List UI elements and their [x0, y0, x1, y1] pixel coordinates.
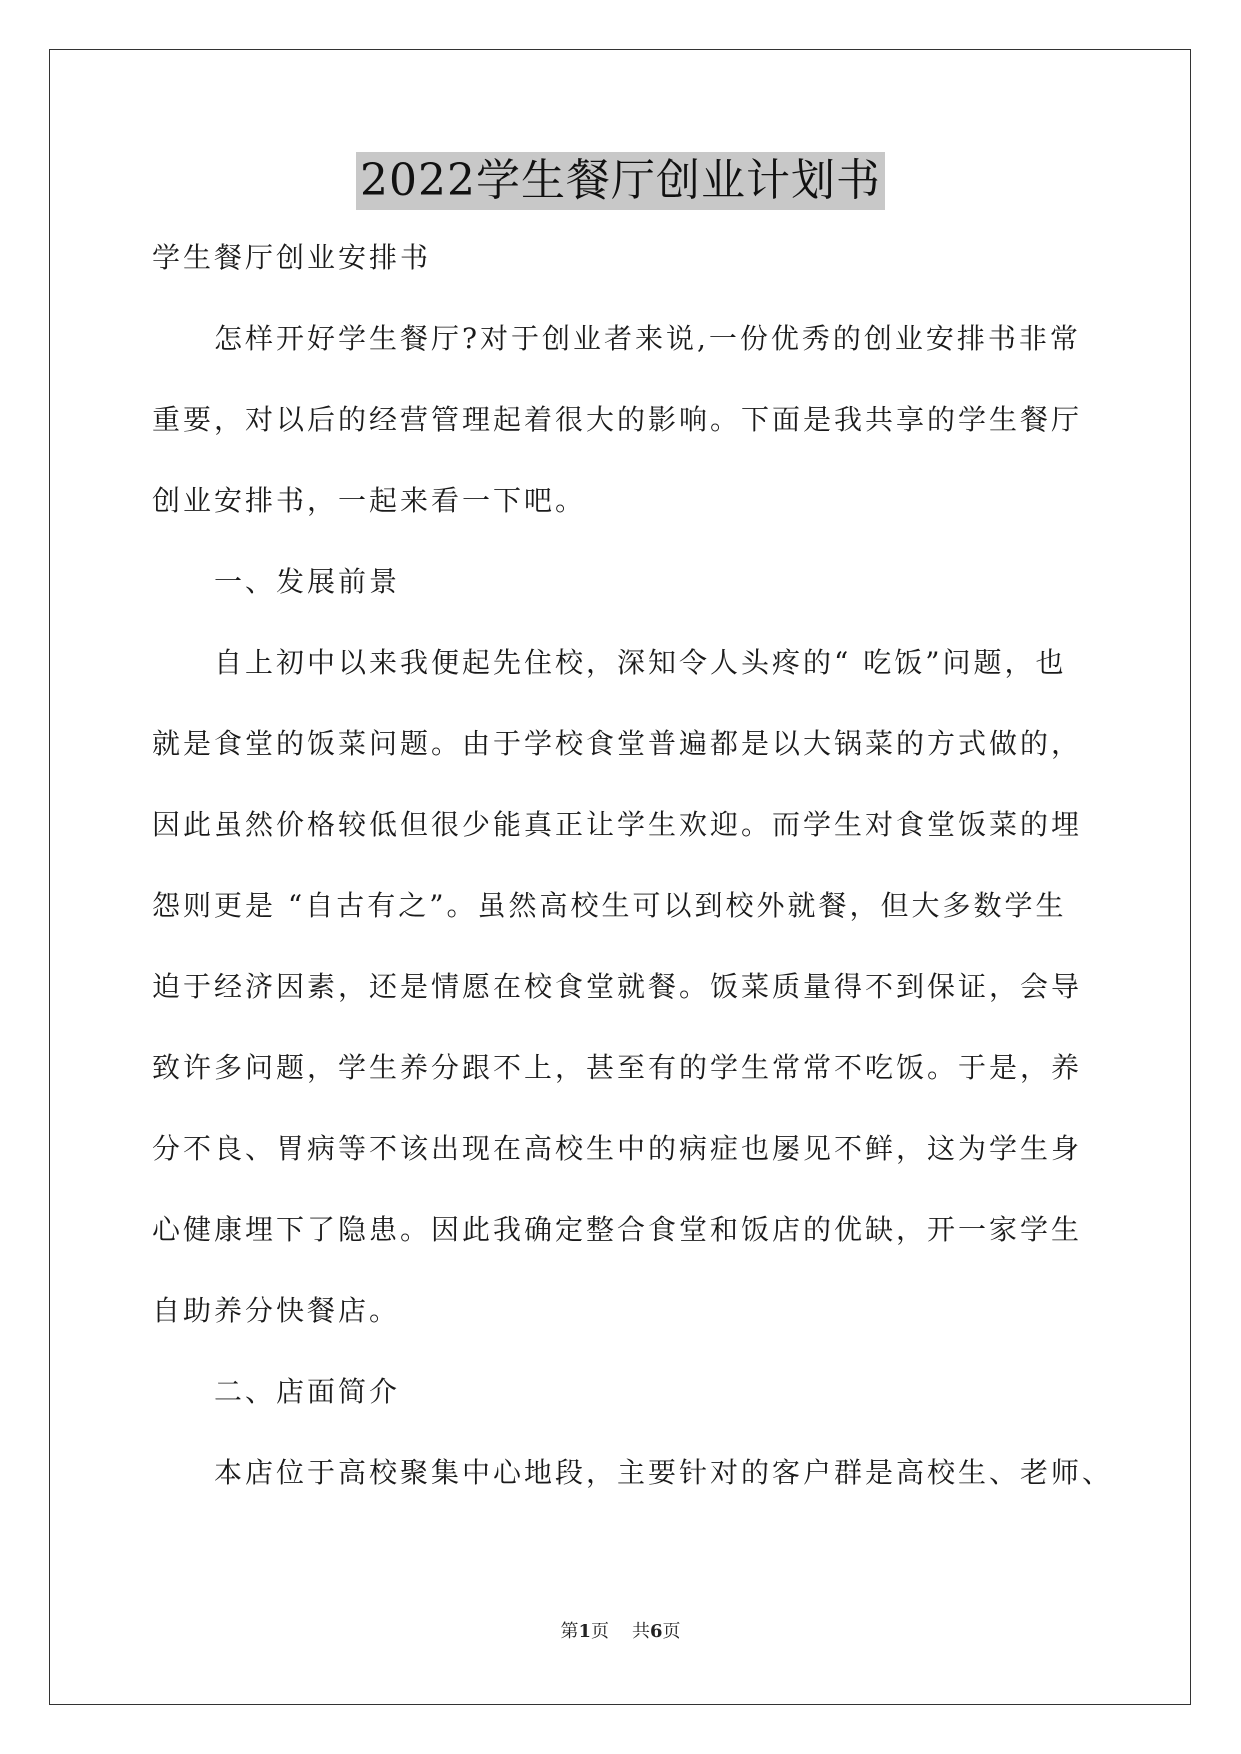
text-line: 怨则更是 “自古有之”。虽然高校生可以到校外就餐，但大多数学生: [152, 889, 1067, 922]
text-line: 重要，对以后的经营管理起着很大的影响。下面是我共享的学生餐厅: [152, 403, 1083, 436]
text-line: 本店位于高校聚集中心地段，主要针对的客户群是高校生、老师、: [214, 1456, 1114, 1489]
text-line: 因此虽然价格较低但很少能真正让学生欢迎。而学生对食堂饭菜的埋: [152, 808, 1083, 841]
text-line: 致许多问题，学生养分跟不上，甚至有的学生常常不吃饭。于是，养: [152, 1051, 1083, 1084]
page-footer: [0, 1617, 1241, 1643]
text-line: 怎样开好学生餐厅?对于创业者来说,一份优秀的创业安排书非常: [214, 322, 1081, 355]
text-line: 心健康埋下了隐患。因此我确定整合食堂和饭店的优缺，开一家学生: [152, 1213, 1083, 1246]
page-number-suffix: 页: [591, 1621, 610, 1642]
document-body: [152, 232, 1114, 1528]
text-line: 自上初中以来我便起先住校，深知令人头疼的“ 吃饭”问题，也: [214, 646, 1067, 679]
text-line: 一、发展前景: [214, 565, 401, 598]
document-title: 2022学生餐厅创业计划书: [356, 152, 885, 210]
current-page-number: 1: [578, 1621, 592, 1642]
text-line: 自助养分快餐店。: [152, 1294, 401, 1327]
page-number-prefix: 第: [560, 1621, 579, 1642]
total-pages-suffix: 页: [662, 1621, 681, 1642]
text-line: 创业安排书，一起来看一下吧。: [152, 484, 587, 517]
title-container: [0, 152, 1241, 210]
text-line: 分不良、胃病等不该出现在高校生中的病症也屡见不鲜，这为学生身: [152, 1132, 1083, 1165]
text-line: 就是食堂的饭菜问题。由于学校食堂普遍都是以大锅菜的方式做的，: [152, 727, 1083, 760]
total-pages-number: 6: [649, 1621, 663, 1642]
text-line: 二、店面简介: [214, 1375, 401, 1408]
text-line: 迫于经济因素，还是情愿在校食堂就餐。饭菜质量得不到保证，会导: [152, 970, 1083, 1003]
total-pages-prefix: 共: [631, 1621, 650, 1642]
text-line: 学生餐厅创业安排书: [152, 241, 432, 274]
